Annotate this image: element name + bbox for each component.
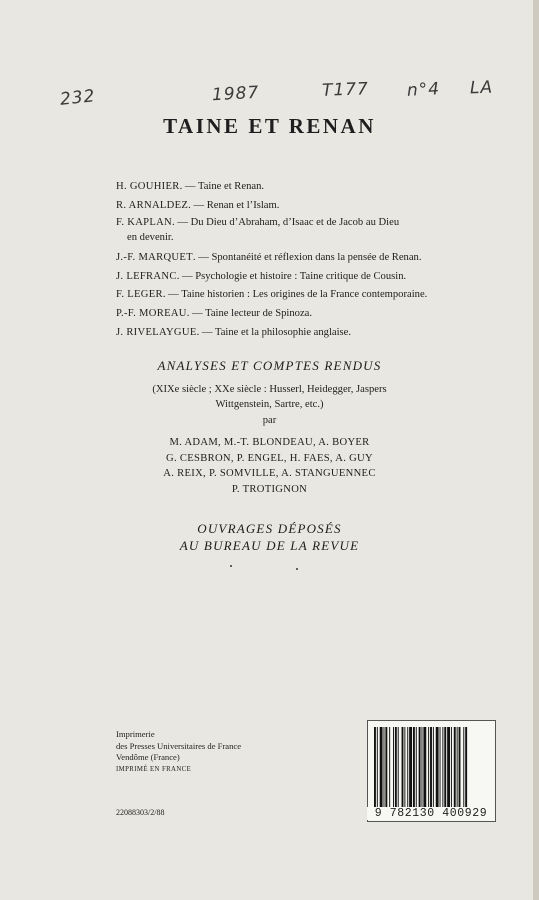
speck <box>230 565 232 567</box>
reviewer-line: G. CESBRON, P. ENGEL, H. FAES, A. GUY <box>166 452 373 464</box>
reviewer-line: A. REIX, P. SOMVILLE, A. STANGUENNEC <box>163 468 376 480</box>
list-item: F. LEGER. — Taine historien : Les origines de la France contemporaine. <box>116 289 428 301</box>
section-subtitle: Wittgenstein, Sartre, etc.) <box>215 399 324 410</box>
section-heading-ouvrages: AU BUREAU DE LA REVUE <box>179 538 360 553</box>
handwritten-note: 1987 <box>211 82 260 106</box>
list-item: H. GOUHIER. — Taine et Renan. <box>116 181 265 192</box>
list-item: F. KAPLAN. — Du Dieu d’Abraham, d’Isaac et de Jacob au Dieu en devenir. <box>116 217 400 244</box>
isbn-number: 9 782130 400929 <box>367 807 495 820</box>
list-item: J. LEFRANC. — Psychologie et histoire : Taine critique de Cousin. <box>116 270 407 282</box>
speck <box>296 568 298 570</box>
imprint-line: des Presses Universitaires de France <box>116 740 242 751</box>
by-label: par <box>262 415 277 426</box>
print-code: 22088303/2/88 <box>116 808 165 817</box>
section-heading-ouvrages: OUVRAGES DÉPOSÉS <box>197 521 342 536</box>
table-of-contents <box>116 178 496 342</box>
imprint-line: Vendôme (France) <box>116 752 180 762</box>
section-heading-analyses: ANALYSES ET COMPTES RENDUS <box>157 358 382 373</box>
handwritten-note: 232 <box>59 86 97 110</box>
page-title: TAINE ET RENAN <box>163 114 376 138</box>
handwritten-note: T177 <box>321 79 370 101</box>
reviewer-list <box>0 435 539 497</box>
reviewer-line: P. TROTIGNON <box>231 483 308 495</box>
list-item: J. RIVELAYGUE. — Taine et la philosophie anglaise. <box>116 326 352 338</box>
barcode-bars <box>374 727 489 809</box>
handwritten-note: LA <box>469 77 494 99</box>
imprint-line: Imprimerie <box>116 729 155 739</box>
printer-imprint <box>116 729 241 775</box>
handwritten-note: n°4 <box>406 79 441 101</box>
imprint-line: IMPRIMÉ EN FRANCE <box>116 765 192 773</box>
section-subtitle: (XIXe siècle ; XXe siècle : Husserl, Heidegger, Jaspers <box>152 384 387 395</box>
list-item: P.-F. MOREAU. — Taine lecteur de Spinoza. <box>116 307 313 319</box>
list-item: R. ARNALDEZ. — Renan et l’Islam. <box>116 199 280 211</box>
list-item: J.-F. MARQUET. — Spontanéité et réflexion dans la pensée de Renan. <box>116 252 422 264</box>
reviewer-line: M. ADAM, M.-T. BLONDEAU, A. BOYER <box>169 437 370 448</box>
